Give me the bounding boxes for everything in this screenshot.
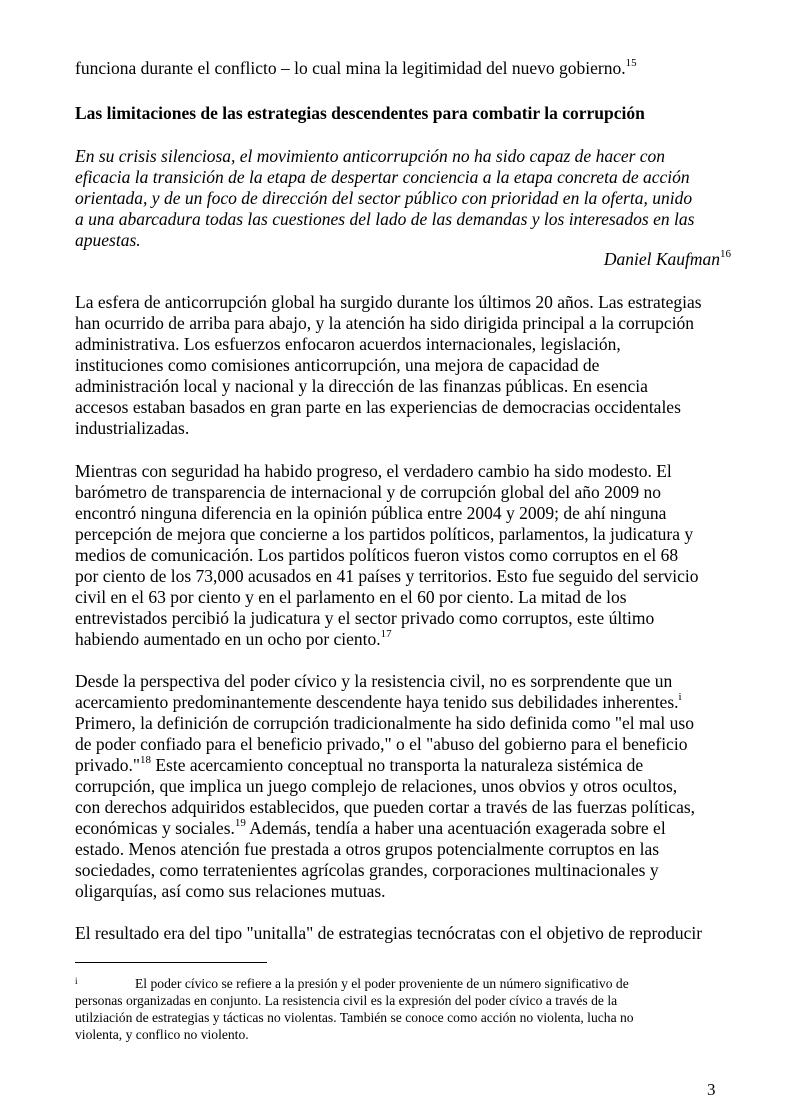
paragraph-3-line: sociedades, como terratenientes agrícolas grandes, corporaciones multinacionales y xyxy=(75,860,659,880)
paragraph-3-line: corrupción, que implica un juego complejo de relaciones, unos obvios y otros ocultos, xyxy=(75,776,678,796)
quote-author: Daniel Kaufman$^{16}$ xyxy=(603,248,731,269)
footnote-ref-19: 19 xyxy=(234,817,246,830)
paragraph-3-line: de poder confiado para el beneficio privado," o el "abuso del gobierno para el beneficio xyxy=(75,734,688,754)
section-heading: Las limitaciones de las estrategias descendentes para combatir la corrupción xyxy=(75,103,645,123)
footnote-ref-i: i xyxy=(678,691,682,704)
paragraph-1-line: instituciones como comisiones anticorrupción, una mejora de capacidad de xyxy=(75,355,600,375)
paragraph-3-line: acercamiento predominantemente descendente haya tenido sus debilidades inherentes.$^i$ xyxy=(75,691,682,712)
paragraph-2-line: encontró ninguna diferencia en la opinión pública entre 2004 y 2009; de ahí ninguna xyxy=(75,503,667,523)
quote-line: orientada, y de un foco de dirección del sector público con prioridad en la oferta, unido xyxy=(75,188,693,208)
quote-line: a una abarcadura todas las cuestiones del lado de las demandas y los interesados en las xyxy=(75,209,695,229)
footnote-line: i El poder cívico se refiere a la presión y el poder proveniente de un número significativo de xyxy=(75,975,735,992)
paragraph-2-line: por ciento de los 73,000 acusados en 41 países y territorios. Esto fue seguido del servicio xyxy=(75,566,699,586)
footnote-ref-16: 16 xyxy=(720,248,731,261)
paragraph-1-line: administrativa. Los esfuerzos enfocaron acuerdos internacionales, legislación, xyxy=(75,334,621,354)
paragraph-2-line: barómetro de transparencia de internacional y de corrupción global del año 2009 no xyxy=(75,482,662,502)
paragraph-3-line: económicas y sociales.$^{19}$ Además, tendía a haber una acentuación exagerada sobre el xyxy=(75,817,666,838)
footnote-line: utilziación de estrategias y tácticas no violentas. También se conoce como acción no violenta, lucha no xyxy=(75,1010,634,1025)
paragraph-3-line: estado. Menos atención fue prestada a otros grupos potencialmente corruptos en las xyxy=(75,839,660,859)
footnote-line: violenta, y conflico no violento. xyxy=(75,1027,249,1042)
paragraph-2-line: percepción de mejora que concierne a los partidos políticos, parlamentos, la judicatura y xyxy=(75,524,694,544)
paragraph-1-line: accesos estaban basados en gran parte en las experiencias de democracias occidentales xyxy=(75,397,681,417)
quote-line: eficacia la transición de la etapa de despertar conciencia a la etapa concreta de acción xyxy=(75,167,690,187)
quote-line: apuestas. xyxy=(75,230,141,250)
paragraph-3-line: con derechos adquiridos establecidos, que pueden cortar a través de las fuerzas políticas, xyxy=(75,797,696,817)
paragraph-2-line: Mientras con seguridad ha habido progreso, el verdadero cambio ha sido modesto. El xyxy=(75,461,672,481)
paragraph-3-line: Desde la perspectiva del poder cívico y la resistencia civil, no es sorprendente que un xyxy=(75,671,673,691)
paragraph-1-line: La esfera de anticorrupción global ha surgido durante los últimos 20 años. Las estrategias xyxy=(75,292,702,312)
paragraph-2-line: entrevistados percibió la judicatura y el sector privado como corruptos, este último xyxy=(75,608,655,628)
paragraph-4-line: El resultado era del tipo "unitalla" de estrategias tecnócratas con el objetivo de reproducir xyxy=(75,923,703,943)
paragraph-1-line: administración local y nacional y la dirección de las finanzas públicas. En esencia xyxy=(75,376,648,396)
footnote-ref-15: 15 xyxy=(625,57,637,70)
footnote-ref-17: 17 xyxy=(380,628,392,641)
footnote-line: personas organizadas en conjunto. La resistencia civil es la expresión del poder cívico a través de la xyxy=(75,993,618,1008)
footnote-ref-18: 18 xyxy=(139,754,151,767)
paragraph-2-line: civil en el 63 por ciento y en el parlamento en el 60 por ciento. La mitad de los xyxy=(75,587,627,607)
paragraph-1-line: han ocurrido de arriba para abajo, y la atención ha sido dirigida principal a la corrupción xyxy=(75,313,695,333)
paragraph-3-line: Primero, la definición de corrupción tradicionalmente ha sido definida como "el mal uso xyxy=(75,713,694,733)
footnote-mark: i xyxy=(75,976,78,986)
quote-line: En su crisis silenciosa, el movimiento anticorrupción no ha sido capaz de hacer con xyxy=(75,146,666,166)
paragraph-3-line: oligarquías, así como sus relaciones mutuas. xyxy=(75,881,386,901)
paragraph-2-line: medios de comunicación. Los partidos políticos fueron vistos como corruptos en el 68 xyxy=(75,545,679,565)
paragraph-1-line: industrializadas. xyxy=(75,418,190,438)
paragraph-3-line: privado."$^{18}$ Este acercamiento conceptual no transporta la naturaleza sistémica de xyxy=(75,754,644,775)
footnote-separator xyxy=(75,962,267,963)
paragraph-2-line: habiendo aumentado en un ocho por ciento.$^{17}$ xyxy=(75,628,392,649)
intro-line: funciona durante el conflicto – lo cual mina la legitimidad del nuevo gobierno.$^{15}$ xyxy=(75,57,637,78)
page-number: 3 xyxy=(707,1080,716,1099)
